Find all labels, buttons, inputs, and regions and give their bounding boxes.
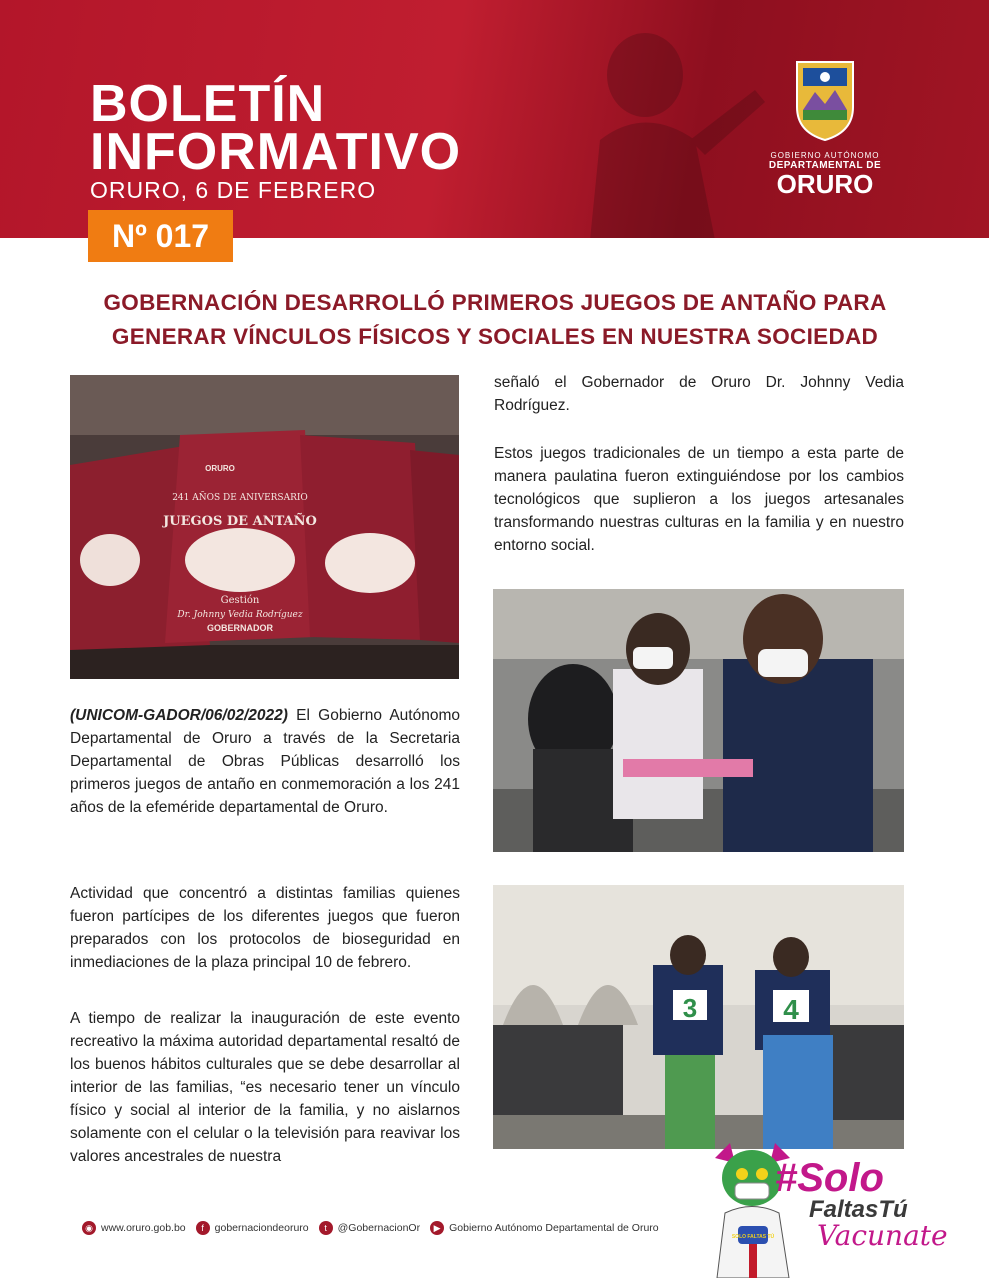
article-paragraph-4: señaló el Gobernador de Oruro Dr. Johnny Vedia Rodríguez. — [494, 374, 904, 414]
paragraph-1-text: El Gobierno Autónomo Departamental de Oruro a través de la Secretaria Departamental de Obras Públicas desarrolló los primeros juegos de antaño en conmemoración a los 241 años de la efeméride departamental de Oruro. — [70, 707, 460, 816]
footer-twitter[interactable] — [319, 1221, 420, 1235]
footer-twitter-text: @GobernacionOr — [337, 1222, 421, 1234]
bag-print-text: Dr. Johnny Vedia Rodríguez — [177, 610, 303, 620]
statue-silhouette — [520, 20, 780, 238]
twitter-icon: t — [319, 1221, 333, 1235]
facebook-icon: f — [196, 1221, 210, 1235]
bag-print-text: ORURO — [205, 464, 235, 473]
article-paragraph-1 — [70, 704, 460, 819]
campaign-line3: Vacunate — [817, 1219, 948, 1252]
globe-icon: ◉ — [82, 1221, 96, 1235]
campaign-line2: FaltasTú — [809, 1196, 908, 1223]
mascot-badge: SOLO FALTAS TÚ — [731, 1234, 775, 1240]
bag-print-text: Gestión — [220, 595, 260, 606]
logo-line2: DEPARTAMENTAL DE — [768, 160, 882, 171]
vaccination-campaign — [775, 1158, 965, 1258]
bib-number: 3 — [682, 993, 698, 1023]
logo-line1: GOBIERNO AUTÓNOMO — [770, 151, 880, 160]
footer-youtube[interactable] — [430, 1221, 659, 1235]
photo-gift-bags — [70, 375, 459, 679]
footer-web[interactable] — [82, 1221, 186, 1235]
bag-print-text: GOBERNADOR — [206, 623, 274, 633]
bulletin-number: Nº 017 — [88, 210, 233, 262]
article-paragraph-5: Estos juegos tradicionales de un tiempo a esta parte de manera paulatina fueron extinguiéndose por los cambios tecnológicos que suplieron a los juegos artesanales transformando nuestras culturas en la familia y en nuestro entorno social. — [494, 445, 904, 554]
photo-prize-handover — [493, 589, 904, 852]
bulletin-title-line1: BOLETÍN — [90, 75, 326, 133]
campaign-hashtag: #Solo — [775, 1156, 884, 1200]
youtube-icon: ▶ — [430, 1221, 444, 1235]
source-tag: (UNICOM-GADOR/06/02/2022) — [70, 707, 288, 724]
article-paragraph-3: A tiempo de realizar la inauguración de este evento recreativo la máxima autoridad departamental resaltó de los buenos hábitos culturales que se debe desarrollar al interior de las familias, “es necesario tener un vínculo físico y social al interior de la familia, y no aislarnos solamente con el celular o la televisión para reavivar los valores ancestrales de nuestra — [70, 1010, 460, 1165]
photo-sack-race — [493, 885, 904, 1149]
coat-of-arms-icon — [785, 52, 865, 142]
footer-contacts — [82, 1218, 669, 1238]
footer-facebook-text: gobernaciondeoruro — [214, 1222, 309, 1234]
footer-youtube-text: Gobierno Autónomo Departamental de Oruro — [449, 1222, 659, 1234]
headline: GOBERNACIÓN DESARROLLÓ PRIMEROS JUEGOS DE ANTAÑO PARA GENERAR VÍNCULOS FÍSICOS Y SOCIALES EN NUESTRA SOCIEDAD — [103, 290, 887, 349]
footer-facebook[interactable] — [196, 1221, 309, 1235]
bulletin-title-line2: INFORMATIVO — [90, 123, 462, 181]
bag-print-text: JUEGOS DE ANTAÑO — [163, 514, 317, 529]
bag-print-text: 241 AÑOS DE ANIVERSARIO — [172, 493, 308, 503]
footer-web-text: www.oruro.gob.bo — [101, 1222, 186, 1234]
article-paragraph-2: Actividad que concentró a distintas familias quienes fueron partícipes de los diferentes juegos que fueron preparados con los protocolos de bioseguridad en inmediaciones de la plaza principal 10 de febrero. — [70, 885, 460, 971]
logo-line3: ORURO — [776, 169, 874, 199]
header-banner — [0, 0, 989, 238]
dateline: ORURO, 6 DE FEBRERO — [90, 177, 377, 203]
government-logo — [760, 52, 890, 202]
bib-number: 4 — [783, 994, 799, 1025]
